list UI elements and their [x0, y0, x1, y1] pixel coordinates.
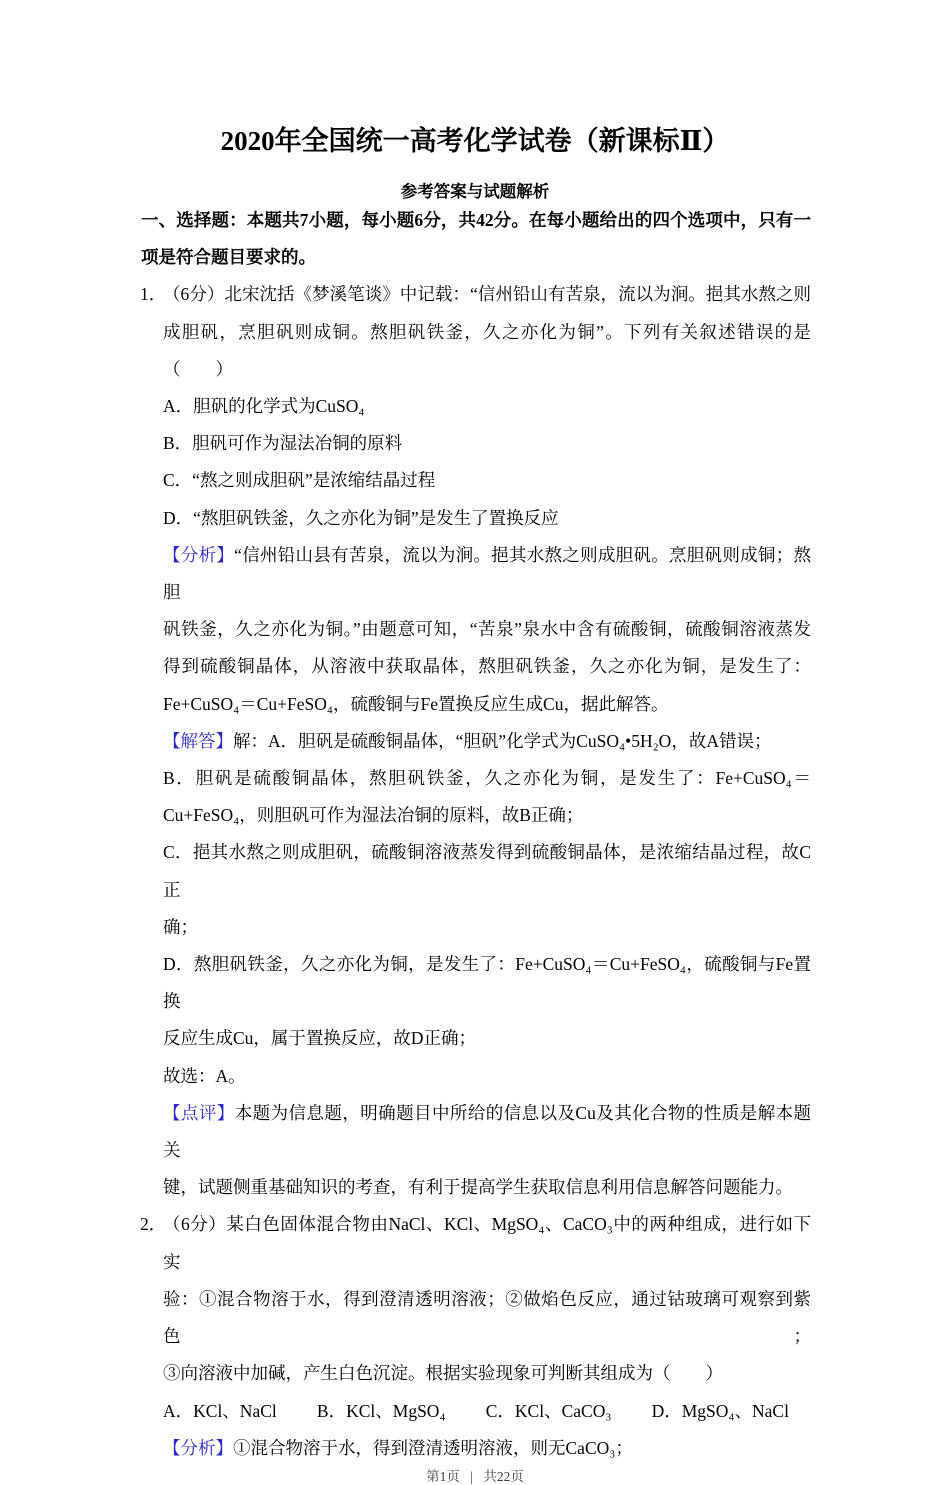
answer-label: 【解答】: [163, 730, 233, 751]
document-title: 2020年全国统一高考化学试卷（新课标Ⅱ）: [220, 126, 730, 156]
comment-label: 【点评】: [163, 1102, 235, 1123]
line-text: 项是符合题目要求的。: [141, 247, 316, 268]
line-text: 键，试题侧重基础知识的考查，有利于提高学生获取信息利用信息解答问题能力。: [163, 1177, 793, 1198]
text-line: [163, 1169, 811, 1206]
text-line: [163, 760, 811, 797]
option-item: C．KCl、CaCO₃: [485, 1400, 612, 1421]
line-text: Fe+CuSO₄＝Cu+FeSO₄，硫酸铜与Fe置换反应生成Cu，据此解答。: [163, 693, 669, 714]
text-line: [163, 314, 811, 351]
line-text: A．胆矾的化学式为CuSO₄: [163, 396, 365, 417]
line-text: C．“熬之则成胆矾”是浓缩结晶过程: [163, 470, 436, 491]
line-text: B．胆矾可作为湿法冶铜的原料: [163, 433, 403, 454]
line-text: D．“熬胆矾铁釜，久之亦化为铜”是发生了置换反应: [163, 507, 559, 528]
options-row: [163, 1393, 811, 1430]
text-line: [163, 946, 811, 1020]
text-line: [163, 1095, 811, 1169]
document-subtitle: 参考答案与试题解析: [400, 182, 550, 201]
text-line: [140, 1206, 811, 1280]
text-line: [163, 1020, 811, 1057]
question-number: 2．: [140, 1214, 167, 1235]
analysis-label: 【分析】: [163, 544, 235, 565]
text-line: [163, 611, 811, 648]
line-text: ①混合物溶于水，得到澄清透明溶液，则无CaCO₃；: [233, 1437, 633, 1458]
question-number: 1．: [140, 284, 167, 305]
text-line: [163, 351, 811, 388]
option-item: D．MgSO₄、NaCl: [651, 1400, 789, 1421]
line-text: 反应生成Cu，属于置换反应，故D正确；: [163, 1028, 477, 1049]
text-line: [163, 1281, 811, 1355]
line-text: 得到硫酸铜晶体，从溶液中获取晶体，熬胆矾铁釜，久之亦化为铜，是发生了：: [163, 656, 811, 677]
line-text: “信州铅山县有苦泉，流以为涧。挹其水熬之则成胆矾。烹胆矾则成铜；熬胆: [163, 544, 812, 603]
text-line: [141, 202, 811, 239]
text-line: [163, 834, 811, 908]
line-text: 验：①混合物溶于水，得到澄清透明溶液；②做焰色反应，通过钴玻璃可观察到紫色；: [163, 1288, 811, 1347]
text-line: [163, 388, 811, 425]
page-total: 共22页: [483, 1468, 524, 1484]
text-line: [163, 1355, 811, 1392]
line-text: 成胆矾，烹胆矾则成铜。熬胆矾铁釜，久之亦化为铜”。下列有关叙述错误的是: [163, 321, 811, 342]
text-line: [163, 462, 811, 499]
page-footer: [0, 1469, 950, 1485]
text-line: [163, 1430, 811, 1467]
line-text: 确；: [163, 916, 198, 937]
text-line: [141, 239, 811, 276]
analysis-label: 【分析】: [163, 1437, 233, 1458]
text-line: [163, 686, 811, 723]
text-line: [163, 500, 811, 537]
text-line: [163, 909, 811, 946]
line-text: 一、选择题：本题共7小题，每小题6分，共42分。在每小题给出的四个选项中，只有一: [141, 210, 811, 230]
line-text: D．熬胆矾铁釜，久之亦化为铜，是发生了：Fe+CuSO₄＝Cu+FeSO₄，硫酸铜与Fe置换: [163, 954, 811, 1012]
line-text: 解：A．胆矾是硫酸铜晶体，“胆矾”化学式为CuSO₄•5H₂O，故A错误；: [233, 730, 772, 751]
text-line: [163, 723, 811, 760]
text-line: [163, 537, 811, 611]
document-page: [0, 126, 950, 1484]
line-text: 矾铁釜，久之亦化为铜。”由题意可知，“苦泉”泉水中含有硫酸铜，硫酸铜溶液蒸发: [163, 619, 811, 640]
page-number: 第1页: [426, 1468, 460, 1484]
line-text: （6分）某白色固体混合物由NaCl、KCl、MgSO₄、CaCO₃中的两种组成，进行如下实: [163, 1214, 811, 1272]
footer-separator: |: [470, 1468, 473, 1484]
option-item: B．KCl、MgSO₄: [316, 1400, 446, 1421]
line-text: ③向溶液中加碱，产生白色沉淀。根据实验现象可判断其组成为（ ）: [163, 1363, 723, 1384]
text-line: [163, 648, 811, 685]
line-text: Cu+FeSO₄，则胆矾可作为湿法冶铜的原料，故B正确；: [163, 805, 584, 826]
text-line: [140, 276, 811, 313]
text-line: [163, 797, 811, 834]
line-text: 故选：A。: [163, 1065, 246, 1086]
line-text: C．挹其水熬之则成胆矾，硫酸铜溶液蒸发得到硫酸铜晶体，是浓缩结晶过程，故C正: [163, 842, 811, 900]
line-text: 本题为信息题，明确题目中所给的信息以及Cu及其化合物的性质是解本题关: [163, 1102, 812, 1161]
document-content: [140, 276, 812, 1467]
line-text: （ ）: [163, 358, 233, 379]
text-line: [163, 425, 811, 462]
text-line: [163, 1058, 811, 1095]
line-text: B．胆矾是硫酸铜晶体，熬胆矾铁釜，久之亦化为铜，是发生了：Fe+CuSO₄＝: [163, 768, 811, 789]
line-text: （6分）北宋沈括《梦溪笔谈》中记载：“信州铅山有苦泉，流以为涧。挹其水熬之则: [163, 284, 811, 305]
option-item: A．KCl、NaCl: [163, 1400, 277, 1421]
section-header: [141, 202, 811, 276]
